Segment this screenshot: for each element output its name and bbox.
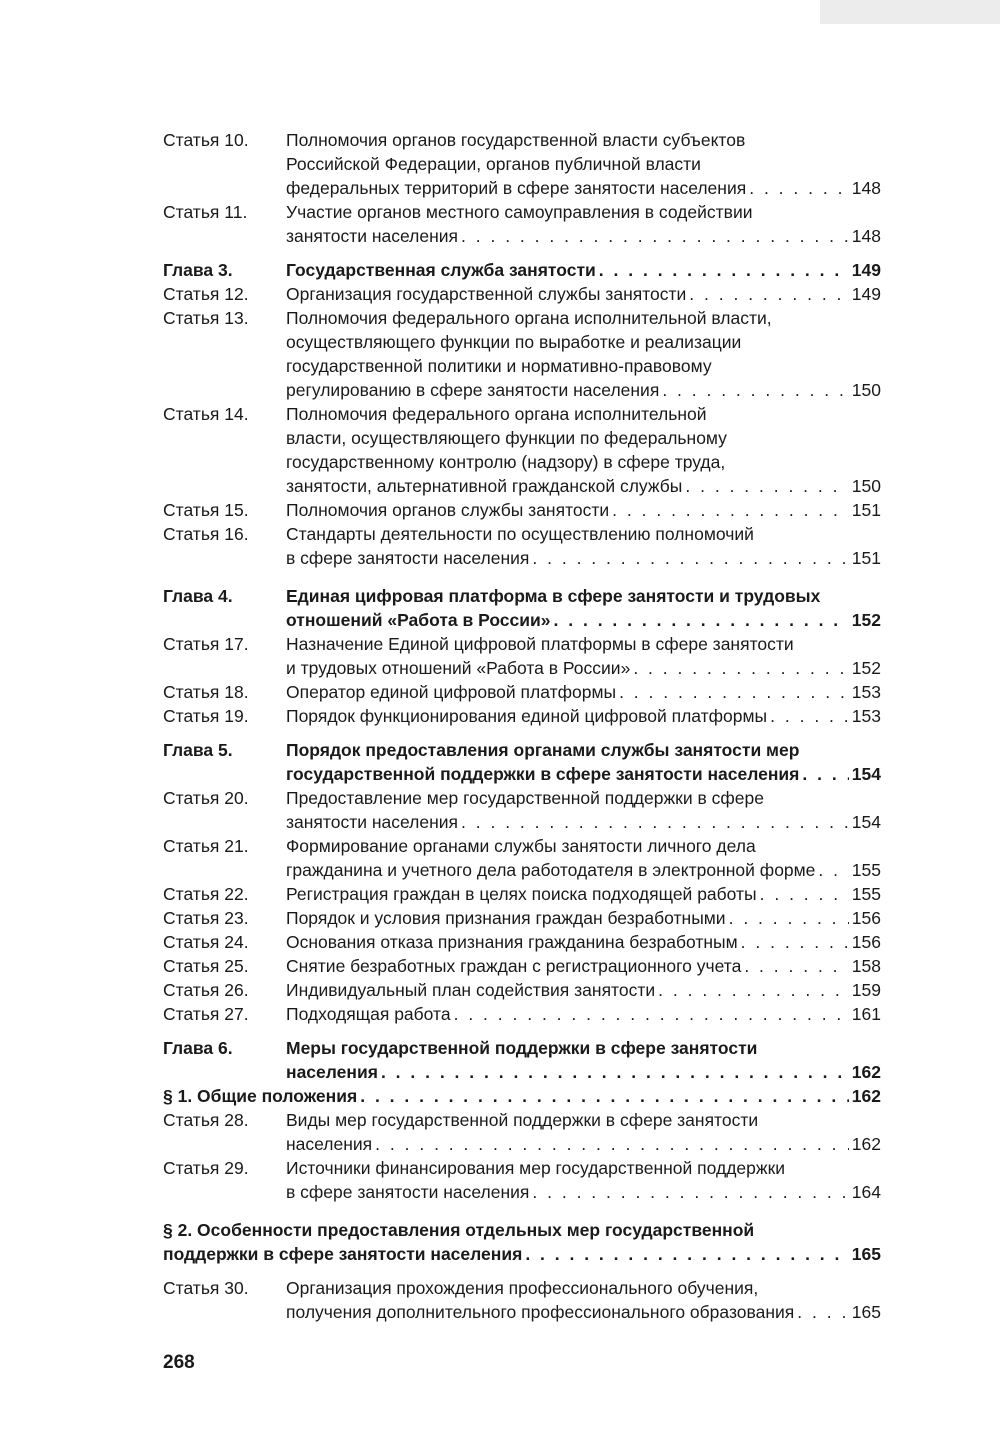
toc-page-number: 152	[851, 658, 881, 678]
toc-page-number: 148	[851, 178, 881, 198]
toc-label: Статья 18.	[163, 682, 249, 702]
toc-leader-line	[163, 1084, 881, 1108]
dot-leader	[551, 608, 849, 632]
dot-leader	[529, 546, 849, 570]
toc-heading[interactable]	[163, 1218, 881, 1266]
toc-page-number: 155	[851, 860, 881, 880]
toc-title-last-line: гражданина и учетного дела работодателя в электронной форме	[286, 860, 816, 880]
table-of-contents	[163, 128, 881, 1324]
page-number: 268	[163, 1352, 195, 1373]
toc-page-number: 153	[851, 682, 881, 702]
toc-page-number: 164	[851, 1182, 881, 1202]
toc-leader-line	[286, 498, 881, 522]
toc-title-line: Предоставление мер государственной поддержки в сфере	[286, 788, 764, 808]
toc-label: Статья 16.	[163, 524, 249, 544]
toc-heading[interactable]	[163, 738, 881, 786]
toc-page-number: 152	[851, 610, 881, 630]
toc-label: Статья 12.	[163, 284, 249, 304]
toc-leader-line	[286, 978, 881, 1002]
toc-leader-line	[286, 954, 881, 978]
toc-title-line: Виды мер государственной поддержки в сфере занятости	[286, 1110, 759, 1130]
toc-title-last-line: Регистрация граждан в целях поиска подходящей работы	[286, 884, 757, 904]
toc-label: Статья 17.	[163, 634, 249, 654]
toc-leader-line	[286, 704, 881, 728]
toc-title-last-line: § 1. Общие положения	[163, 1086, 358, 1106]
toc-page-number: 149	[851, 284, 881, 304]
toc-entry[interactable]	[163, 1276, 881, 1324]
toc-entry[interactable]	[163, 1156, 881, 1204]
toc-leader-line	[286, 176, 881, 200]
toc-label: Статья 11.	[163, 202, 248, 222]
toc-page-number: 155	[851, 884, 881, 904]
toc-heading[interactable]	[163, 258, 881, 282]
toc-title-line: Формирование органами службы занятости личного дела	[286, 836, 756, 856]
toc-title-last-line: получения дополнительного профессионального образования	[286, 1302, 795, 1322]
toc-title-last-line: Полномочия органов службы занятости	[286, 500, 610, 520]
toc-title-last-line: населения	[286, 1134, 373, 1154]
toc-label: Статья 23.	[163, 908, 249, 928]
toc-leader-line	[286, 608, 881, 632]
dot-leader	[357, 1084, 849, 1108]
dot-leader	[451, 1002, 849, 1026]
toc-title-line: осуществляющего функции по выработке и реализации	[286, 332, 742, 352]
dot-leader	[686, 282, 849, 306]
toc-label: Статья 15.	[163, 500, 249, 520]
toc-title-last-line: федеральных территорий в сфере занятости населения	[286, 178, 747, 198]
dot-leader	[794, 1300, 849, 1324]
toc-page-number: 156	[851, 908, 881, 928]
toc-title-line: Полномочия федерального органа исполнительной власти,	[286, 308, 772, 328]
dot-leader	[378, 1060, 849, 1084]
toc-label: Статья 13.	[163, 308, 249, 328]
toc-label: Статья 25.	[163, 956, 249, 976]
dot-leader	[767, 704, 849, 728]
toc-title-last-line: занятости, альтернативной гражданской службы	[286, 476, 683, 496]
toc-page-number: 162	[851, 1086, 881, 1106]
toc-entry[interactable]	[163, 954, 881, 978]
toc-label: Статья 30.	[163, 1278, 249, 1298]
toc-title-last-line: и трудовых отношений «Работа в России»	[286, 658, 631, 678]
toc-title-line: Участие органов местного самоуправления в содействии	[286, 202, 753, 222]
toc-page-number: 156	[851, 932, 881, 952]
toc-page-number: 162	[851, 1134, 881, 1154]
toc-entry[interactable]	[163, 680, 881, 704]
toc-entry[interactable]	[163, 882, 881, 906]
toc-label: Статья 19.	[163, 706, 249, 726]
toc-leader-line	[286, 1002, 881, 1026]
dot-leader	[746, 176, 849, 200]
toc-title-line: Полномочия федерального органа исполнительной	[286, 404, 707, 424]
toc-title-last-line: в сфере занятости населения	[286, 1182, 530, 1202]
toc-label: Статья 20.	[163, 788, 249, 808]
toc-entry[interactable]	[163, 906, 881, 930]
dot-leader	[738, 930, 849, 954]
dot-leader	[616, 680, 849, 704]
toc-label: Статья 10.	[163, 130, 249, 150]
toc-title-last-line: Оператор единой цифровой платформы	[286, 682, 617, 702]
toc-leader-line	[286, 1180, 881, 1204]
toc-title-last-line: Основания отказа признания гражданина безработным	[286, 932, 738, 952]
dot-leader	[529, 1180, 849, 1204]
toc-entry[interactable]	[163, 128, 881, 200]
toc-page-number: 154	[851, 764, 881, 784]
toc-page-number: 158	[851, 956, 881, 976]
toc-page-number: 161	[851, 1004, 881, 1024]
toc-title-last-line: Снятие безработных граждан с регистрационного учета	[286, 956, 742, 976]
toc-page-number: 162	[851, 1062, 881, 1082]
dot-leader	[799, 762, 849, 786]
dot-leader	[815, 858, 849, 882]
toc-title-last-line: занятости населения	[286, 812, 459, 832]
toc-entry[interactable]	[163, 632, 881, 680]
toc-title-last-line: занятости населения	[286, 226, 459, 246]
toc-entry[interactable]	[163, 402, 881, 498]
toc-leader-line	[286, 1060, 881, 1084]
toc-title-last-line: в сфере занятости населения	[286, 548, 530, 568]
dot-leader	[630, 656, 849, 680]
toc-title-line: власти, осуществляющего функции по федеральному	[286, 428, 727, 448]
dot-leader	[757, 882, 849, 906]
toc-title-last-line: отношений «Работа в России»	[286, 610, 551, 630]
toc-title-line: Российской Федерации, органов публичной власти	[286, 154, 701, 174]
toc-page-number: 159	[851, 980, 881, 1000]
toc-page-number: 150	[851, 380, 881, 400]
toc-title-line: Источники финансирования мер государственной поддержки	[286, 1158, 786, 1178]
scan-shade	[820, 0, 1000, 24]
toc-page-number: 150	[851, 476, 881, 496]
toc-label: Глава 4.	[163, 586, 233, 606]
toc-leader-line	[163, 1242, 881, 1266]
toc-leader-line	[286, 224, 881, 248]
toc-label: Статья 22.	[163, 884, 249, 904]
toc-leader-line	[286, 858, 881, 882]
toc-entry[interactable]	[163, 282, 881, 306]
toc-entry[interactable]	[163, 834, 881, 882]
toc-title-last-line: населения	[286, 1062, 378, 1082]
toc-leader-line	[286, 930, 881, 954]
toc-entry[interactable]	[163, 498, 881, 522]
toc-label: Статья 29.	[163, 1158, 249, 1178]
toc-leader-line	[286, 1300, 881, 1324]
toc-leader-line	[286, 546, 881, 570]
toc-label: Глава 5.	[163, 740, 233, 760]
toc-title-line: § 2. Особенности предоставления отдельных мер государственной	[163, 1220, 755, 1240]
dot-leader	[458, 810, 849, 834]
toc-title-last-line: государственной поддержки в сфере занятости населения	[286, 764, 800, 784]
toc-leader-line	[286, 378, 881, 402]
toc-title-line: Меры государственной поддержки в сфере занятости	[286, 1038, 758, 1058]
toc-title-line: Единая цифровая платформа в сфере занятости и трудовых	[286, 586, 821, 606]
toc-leader-line	[286, 1132, 881, 1156]
toc-page-number: 151	[851, 500, 881, 520]
toc-heading[interactable]	[163, 1036, 881, 1084]
toc-leader-line	[286, 762, 881, 786]
toc-title-line: государственному контролю (надзору) в сфере труда,	[286, 452, 726, 472]
toc-page-number: 151	[851, 548, 881, 568]
dot-leader	[609, 498, 849, 522]
toc-entry[interactable]	[163, 978, 881, 1002]
dot-leader	[372, 1132, 849, 1156]
toc-leader-line	[286, 282, 881, 306]
toc-leader-line	[286, 680, 881, 704]
toc-title-last-line: регулированию в сфере занятости населения	[286, 380, 660, 400]
toc-label: Статья 28.	[163, 1110, 249, 1130]
toc-entry[interactable]	[163, 1108, 881, 1156]
toc-leader-line	[286, 810, 881, 834]
toc-leader-line	[286, 474, 881, 498]
toc-title-last-line: Государственная служба занятости	[286, 260, 596, 280]
toc-title-last-line: Порядок функционирования единой цифровой платформы	[286, 706, 768, 726]
toc-entry[interactable]	[163, 704, 881, 728]
toc-entry[interactable]	[163, 930, 881, 954]
dot-leader	[655, 978, 849, 1002]
toc-heading[interactable]	[163, 584, 881, 632]
toc-page-number: 153	[851, 706, 881, 726]
toc-entry[interactable]	[163, 1002, 881, 1026]
toc-title-line: Стандарты деятельности по осуществлению полномочий	[286, 524, 754, 544]
toc-page-number: 148	[851, 226, 881, 246]
toc-entry[interactable]	[163, 306, 881, 402]
toc-leader-line	[286, 656, 881, 680]
toc-page-number: 154	[851, 812, 881, 832]
toc-title-line: Организация прохождения профессионального обучения,	[286, 1278, 759, 1298]
toc-label: Статья 21.	[163, 836, 249, 856]
toc-label: Статья 24.	[163, 932, 249, 952]
dot-leader	[682, 474, 849, 498]
toc-leader-line	[286, 258, 881, 282]
toc-entry[interactable]	[163, 200, 881, 248]
toc-title-last-line: Порядок и условия признания граждан безработными	[286, 908, 726, 928]
dot-leader	[741, 954, 849, 978]
toc-title-line: Назначение Единой цифровой платформы в сфере занятости	[286, 634, 794, 654]
dot-leader	[522, 1242, 849, 1266]
toc-label: Глава 6.	[163, 1038, 233, 1058]
toc-label: Глава 3.	[163, 260, 233, 280]
toc-page-number: 165	[851, 1302, 881, 1322]
toc-title-last-line: поддержки в сфере занятости населения	[163, 1244, 523, 1264]
toc-page-number: 165	[851, 1244, 881, 1264]
toc-title-last-line: Индивидуальный план содействия занятости	[286, 980, 656, 1000]
toc-leader-line	[286, 906, 881, 930]
dot-leader	[726, 906, 849, 930]
toc-leader-line	[286, 882, 881, 906]
toc-entry[interactable]	[163, 522, 881, 570]
toc-label: Статья 14.	[163, 404, 249, 424]
toc-heading[interactable]	[163, 1084, 881, 1108]
dot-leader	[659, 378, 849, 402]
dot-leader	[596, 258, 849, 282]
toc-page-number: 149	[851, 260, 881, 280]
dot-leader	[458, 224, 849, 248]
toc-title-last-line: Организация государственной службы занятости	[286, 284, 687, 304]
toc-title-line: Полномочия органов государственной власти субъектов	[286, 130, 746, 150]
toc-title-line: государственной политики и нормативно-правовому	[286, 356, 712, 376]
toc-entry[interactable]	[163, 786, 881, 834]
toc-label: Статья 26.	[163, 980, 249, 1000]
toc-label: Статья 27.	[163, 1004, 249, 1024]
toc-title-line: Порядок предоставления органами службы занятости мер	[286, 740, 800, 760]
toc-title-last-line: Подходящая работа	[286, 1004, 451, 1024]
